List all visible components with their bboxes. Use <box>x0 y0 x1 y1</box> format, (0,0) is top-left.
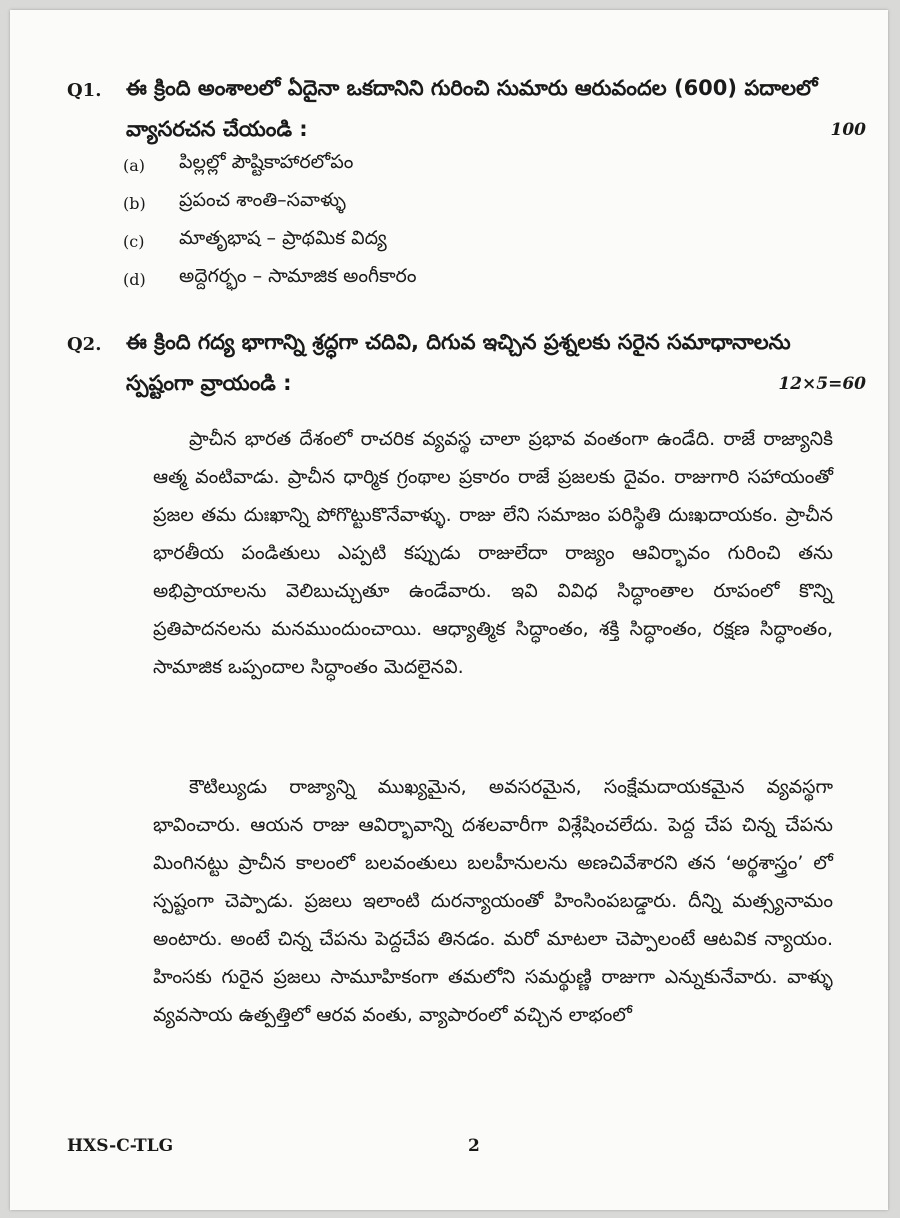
option-text: పిల్లల్లో పౌష్టికాహారలోపం <box>179 151 354 173</box>
question-marks: 12×5=60 <box>778 374 866 394</box>
option-label: (b) <box>123 194 146 213</box>
question-text: ఈ క్రింది అంశాలలో ఏదైనా ఒకదానిని గురించి సుమారు ఆరువందల (600) పదాలలో వ్యాసరచన చేయండి : <box>126 76 818 141</box>
question-marks: 100 <box>830 120 866 140</box>
option-text: మాతృభాష – ప్రాథమిక విద్య <box>179 227 387 249</box>
option-item <box>10 148 888 186</box>
paper-code: HXS-C-TLG <box>67 1136 174 1156</box>
option-label: (d) <box>123 270 146 289</box>
option-text: అద్దెగర్భం – సామాజిక అంగీకారం <box>179 265 417 287</box>
question-number: Q1. <box>67 80 102 101</box>
option-item <box>10 224 888 262</box>
option-label: (a) <box>123 156 146 175</box>
exam-page <box>10 10 888 1210</box>
question-number: Q2. <box>67 334 102 355</box>
question-text: ఈ క్రింది గద్య భాగాన్ని శ్రద్ధగా చదివి, దిగువ ఇచ్చిన ప్రశ్నలకు సరైన సమాధానాలను స్పష్టంగా వ్రాయండి : <box>126 330 791 395</box>
option-item <box>10 262 888 300</box>
passage-paragraph: ప్రాచీన భారత దేశంలో రాచరిక వ్యవస్థ చాలా ప్రభావ వంతంగా ఉండేది. రాజే రాజ్యానికి ఆత్మ వంటివాడు. ప్రాచీన ధార్మిక గ్రంథాల ప్రకారం రాజే ప్రజలకు దైవం. రాజుగారి సహాయంతో ప్రజల తమ దుఃఖాన్ని పోగొట్టుకొనేవాళ్ళు. రాజు లేని సమాజం పరిస్థితి దుఃఖదాయకం. ప్రాచీన భారతీయ పండితులు ఎప్పటి కప్పుడు రాజులేదా రాజ్యం ఆవిర్భావం గురించి తను అభిప్రాయాలను వెలిబుచ్చుతూ ఉండేవారు. ఇవి వివిధ సిద్ధాంతాల రూపంలో కొన్ని ప్రతిపాదనలను మనముందుంచాయి. ఆధ్యాత్మిక సిద్ధాంతం, శక్తి సిద్ధాంతం, రక్షణ సిద్ధాంతం, సామాజిక ఒప్పందాల సిద్ధాంతం మెదలైనవి. <box>153 428 833 678</box>
option-text: ప్రపంచ శాంతి–సవాళ్ళు <box>179 189 346 211</box>
passage-paragraph: కౌటిల్యుడు రాజ్యాన్ని ముఖ్యమైన, అవసరమైన, సంక్షేమదాయకమైన వ్యవస్థగా భావించారు. ఆయన రాజు ఆవిర్భావాన్ని దశలవారీగా విశ్లేషించలేదు. పెద్ద చేప చిన్న చేపను మింగినట్టు ప్రాచీన కాలంలో బలవంతులు బలహీనులను అణచివేశారని తన ‘అర్థశాస్త్రం’ లో స్పష్టంగా చెప్పాడు. ప్రజలు ఇలాంటి దురన్యాయంతో హింసింపబడ్డారు. దీన్ని మత్స్యనామం అంటారు. అంటే చిన్న చేపను పెద్దచేప తినడం. మరో మాటలా చెప్పాలంటే ఆటవిక న్యాయం. హింసకు గురైన ప్రజలు సామూహికంగా తమలోని సమర్థుణ్ణి రాజుగా ఎన్నుకునేవారు. వాళ్ళు వ్యవసాయ ఉత్పత్తిలో ఆరవ వంతు, వ్యాపారంలో వచ్చిన లాభంలో <box>153 776 833 1026</box>
option-item <box>10 186 888 224</box>
page-number: 2 <box>468 1136 480 1156</box>
option-label: (c) <box>123 232 145 251</box>
